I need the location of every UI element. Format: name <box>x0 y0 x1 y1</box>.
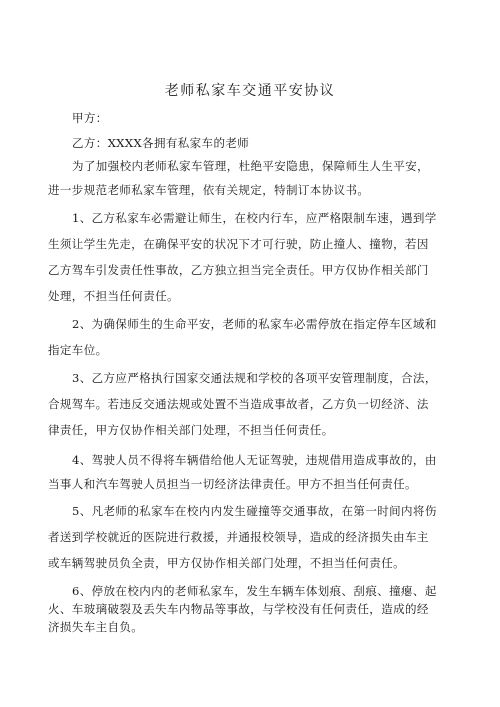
clause-1-line-1: 1、乙方私家车必需避让师生，在校内行车，应严格限制车速，遇到学 <box>72 211 437 225</box>
clause-3-line-1: 3、乙方应严格执行国家交通法规和学校的各项平安管理制度，合法， <box>72 371 437 385</box>
clause-5-line-3: 或车辆驾驶员负全责，甲方仅协作相关部门处理，不担当任何责任。 <box>48 556 405 570</box>
clause-4-line-1: 4、驾驶人员不得将车辆借给他人无证驾驶，违规借用造成事故的，由 <box>72 453 437 467</box>
party-a-line: 甲方： <box>72 111 108 125</box>
clause-5-line-1: 5、凡老师的私家车在校内内发生碰撞等交通事故，在第一时间内将伤 <box>72 504 437 518</box>
clause-1-line-3: 乙方驾车引发责任性事故，乙方独立担当完全责任。甲方仅协作相关部门 <box>48 263 429 277</box>
clause-4-line-2: 当事人和汽车驾驶人员担当一切经济法律责任。甲方不担当任何责任。 <box>48 477 417 491</box>
clause-6-line-1: 6、停放在校内内的老师私家车，发生车辆车体划痕、刮痕、撞瘪、起 <box>72 584 437 598</box>
clause-1-line-2: 生须让学生先走，在确保平安的状况下才可行驶，防止撞人、撞物，若因 <box>48 237 429 251</box>
clause-6-line-3: 济损失车主自负。 <box>48 620 144 634</box>
clause-1-line-4: 处理，不担当任何责任。 <box>48 289 179 303</box>
paragraph-intro-line-2: 进一步规范老师私家车管理，依有关规定，特制订本协议书。 <box>48 183 370 197</box>
clause-2-line-2: 指定车位。 <box>48 343 108 357</box>
paragraph-intro-line-1: 为了加强校内老师私家车管理，杜绝平安隐患，保障师生人生平安， <box>72 159 429 173</box>
party-b-line: 乙方：XXXX各拥有私家车的老师 <box>72 136 250 150</box>
clause-2-line-1: 2、为确保师生的生命平安，老师的私家车必需停放在指定停车区域和 <box>72 317 437 331</box>
clause-5-line-2: 者送到学校就近的医院进行救援，并通报校领导，造成的经济损失由车主 <box>48 530 429 544</box>
clause-3-line-2: 合规驾车。若违反交通法规或处置不当造成事故者，乙方负一切经济、法 <box>48 397 429 411</box>
clause-6-line-2: 火、车玻璃破裂及丢失车内物品等事故，与学校没有任何责任，造成的经 <box>48 602 429 616</box>
clause-3-line-3: 律责任，甲方仅协作相关部门处理，不担当任何责任。 <box>48 423 334 437</box>
document-title: 老师私家车交通平安协议 <box>164 83 336 99</box>
